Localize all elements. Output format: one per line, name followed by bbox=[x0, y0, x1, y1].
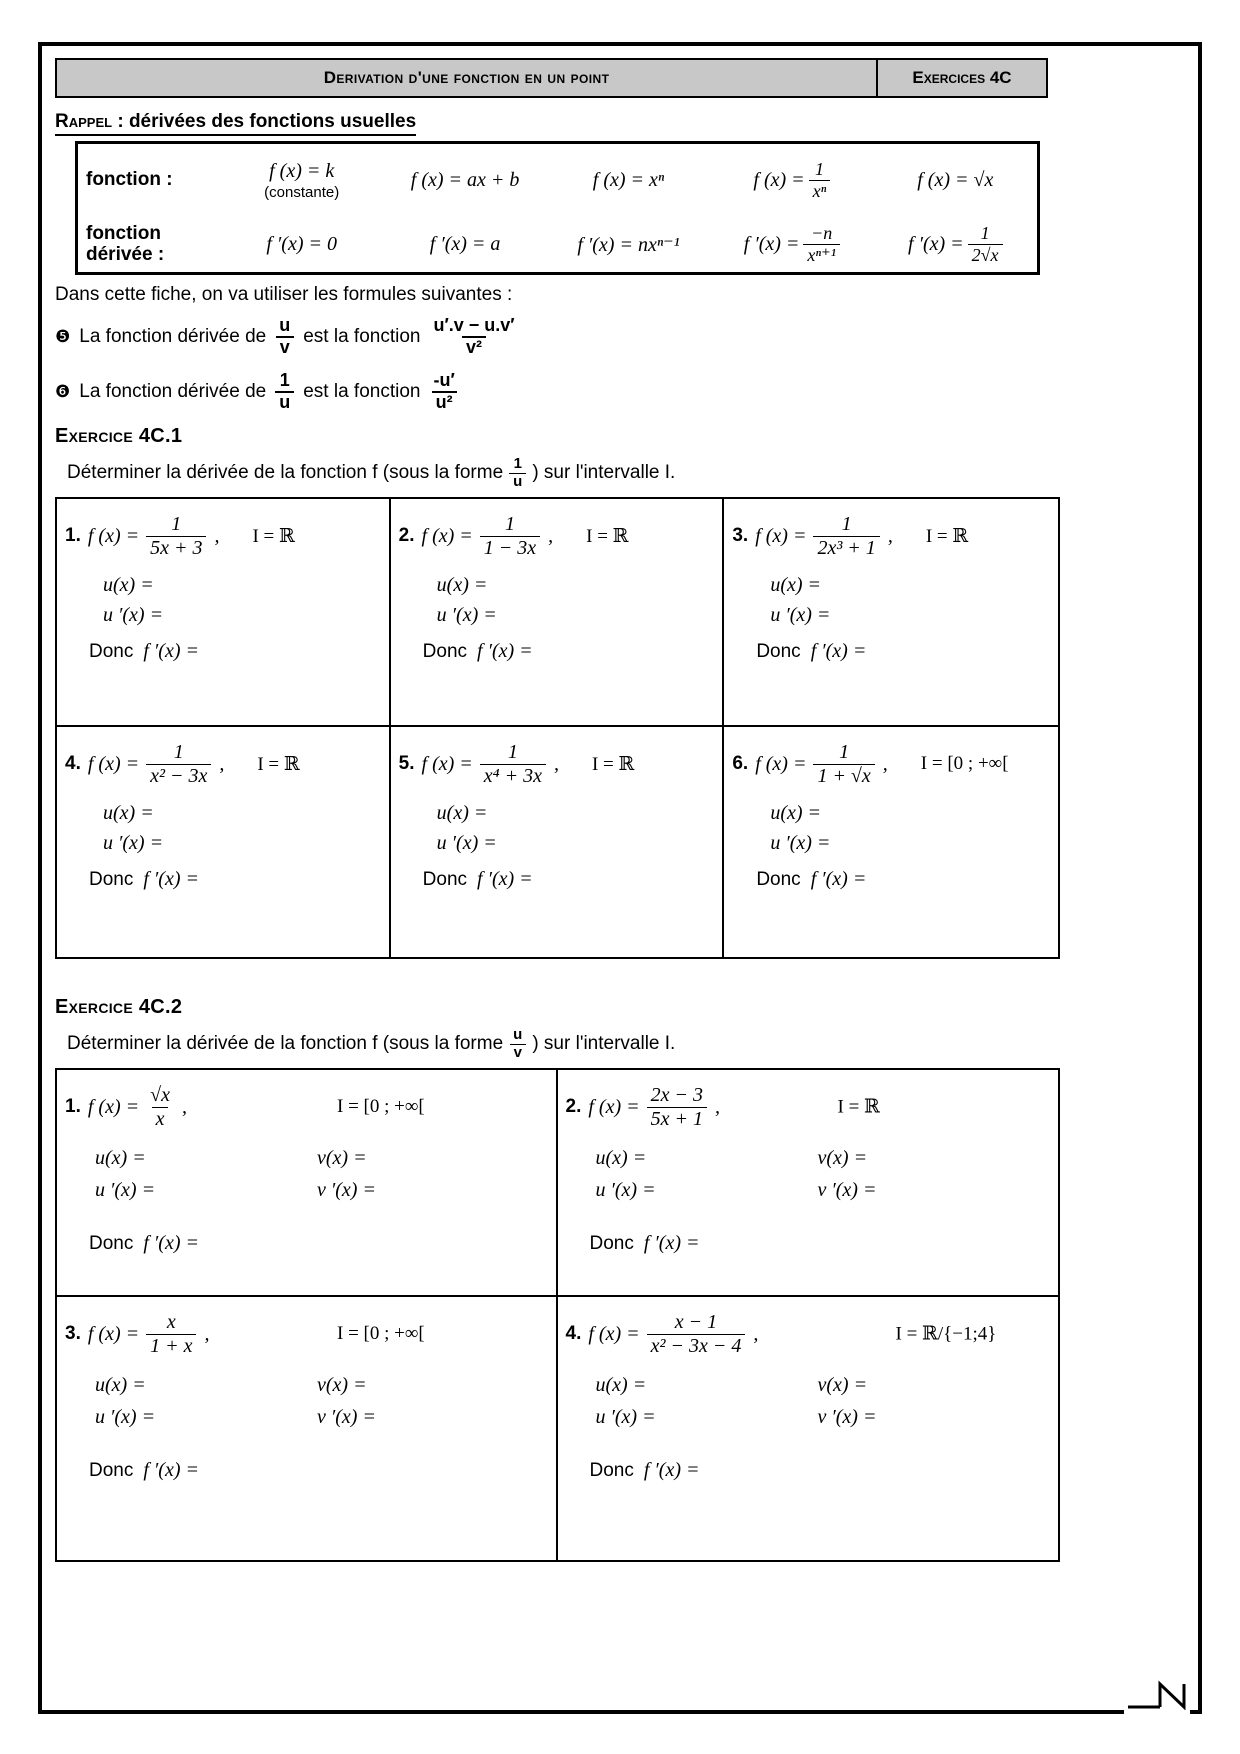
ex1-cell-5 bbox=[391, 727, 725, 957]
row-label-fonction: fonction : bbox=[86, 169, 173, 191]
uprime-line: u ′(x) = bbox=[103, 832, 164, 854]
derivee-cell-5: f ′(x) = $\frac{1}{2√x}$ bbox=[874, 223, 1037, 265]
item-number: 3. bbox=[65, 1323, 81, 1344]
u-line: u(x) = bbox=[103, 574, 154, 596]
ex1-cell-1 bbox=[57, 499, 391, 727]
function-line: 6. f (x) = $\frac{1}{1 + √x}$ , I = [0 ; +∞[ bbox=[732, 740, 1009, 787]
fraction: $\frac{1}{\text{x² − 3x}}$ bbox=[146, 741, 211, 788]
fraction: $\frac{1}{5x + 3}$ bbox=[146, 513, 206, 560]
ex2-cell-4 bbox=[558, 1297, 1059, 1560]
item-number: 3. bbox=[732, 525, 749, 546]
uprime-vprime-line: u ′(x) = v ′(x) = bbox=[95, 1179, 376, 1201]
u-line: u(x) = bbox=[770, 574, 822, 596]
fonction-cell-4: f (x) = $\frac{1}{\text{xⁿ}}$ bbox=[710, 159, 873, 201]
uprime-line: u ′(x) = bbox=[770, 832, 831, 854]
interval: I = ℝ bbox=[257, 753, 300, 775]
fraction: $\frac{2x - 3}{5x + 1}$ bbox=[647, 1084, 707, 1131]
page-content bbox=[42, 46, 1198, 1562]
function-line: 2. f (x) = $\frac{2x - 3}{5x + 1}$ , I = ℝ bbox=[565, 1083, 880, 1130]
derivee-cell-1: f ′(x) = 0 bbox=[266, 232, 337, 255]
item-number: 6. bbox=[732, 753, 749, 774]
spacer bbox=[55, 959, 1198, 987]
header-badge: Exercices 4C bbox=[912, 68, 1012, 87]
derivee-cell-3: f ′(x) = nxⁿ⁻¹ bbox=[577, 233, 680, 256]
interval: I = [0 ; +∞[ bbox=[920, 753, 1009, 774]
logo-n-icon bbox=[1124, 1680, 1190, 1715]
fonction-cell-3: f (x) = xⁿ bbox=[592, 168, 665, 191]
item-number: 1. bbox=[65, 1096, 81, 1117]
item-number: 1. bbox=[65, 525, 81, 546]
donc-line: Donc f ′(x) = bbox=[756, 868, 867, 890]
fraction-quotient-derivative: $\frac{u'.v - u.v'}{\text{v²}}$ bbox=[433, 315, 515, 357]
u-v-line: u(x) = v(x) = bbox=[95, 1147, 367, 1169]
derivee-cell-2: f ′(x) = a bbox=[429, 232, 501, 255]
rappel-subtitle: dérivées des fonctions usuelles bbox=[123, 111, 417, 132]
fonction-cell-1 bbox=[220, 160, 383, 201]
formule-6: ❻ La fonction dérivée de $\frac{1}{u}$ est la fonction $\frac{-u'}{\text{u²}}$ bbox=[55, 368, 1198, 416]
uprime-vprime-line: u ′(x) = v ′(x) = bbox=[595, 1179, 877, 1201]
uprime-vprime-line: u ′(x) = v ′(x) = bbox=[595, 1406, 877, 1428]
fraction: $\frac{-n}{\text{xⁿ⁺¹}}$ bbox=[803, 223, 840, 265]
ex1-cell-6 bbox=[724, 727, 1058, 957]
header-bar bbox=[55, 58, 1048, 98]
row-label-derivee: fonction dérivée : bbox=[86, 222, 165, 265]
function-line: 3. f (x) = $\frac{x}{1 + x}$ , I = [0 ; +∞[ bbox=[65, 1310, 425, 1357]
donc-line: Donc f ′(x) = bbox=[589, 1459, 700, 1481]
ex1-cell-3 bbox=[724, 499, 1058, 727]
fonction-cell-2: f (x) = ax + b bbox=[410, 168, 520, 191]
function-line: 4. f (x) = $\frac{x - 1}{\text{x² − 3x − 4}}$ , I = ℝ/{−1;4} bbox=[565, 1310, 997, 1357]
rappel-heading bbox=[55, 111, 1198, 136]
u-line: u(x) = bbox=[436, 574, 488, 596]
interval: I = ℝ bbox=[586, 525, 629, 547]
interval: I = ℝ bbox=[591, 753, 635, 775]
function-line: 2. f (x) = $\frac{1}{1 - 3x}$ , I = ℝ bbox=[398, 512, 629, 559]
u-line: u(x) = bbox=[436, 802, 488, 824]
function-line: 5. f (x) = $\frac{1}{\text{x⁴ + 3x}}$ , I = ℝ bbox=[398, 740, 635, 787]
item-number: 5. bbox=[398, 753, 415, 774]
interval: I = ℝ/{−1;4} bbox=[895, 1323, 997, 1345]
donc-line: Donc f ′(x) = bbox=[422, 868, 533, 890]
exercice-4c2-instruction: Déterminer la dérivée de la fonction f (sous la forme $\frac{u}{v}$ ) sur l'intervalle I. bbox=[67, 1026, 676, 1061]
u-line: u(x) = bbox=[103, 802, 154, 824]
bullet-6-icon: ❻ bbox=[55, 382, 71, 402]
donc-line: Donc f ′(x) = bbox=[89, 640, 199, 662]
page-title: Derivation d'une fonction en un point bbox=[57, 60, 878, 96]
item-number: 2. bbox=[565, 1096, 582, 1117]
fraction: $\frac{1}{1 + √x}$ bbox=[813, 741, 874, 788]
function-line: 1. f (x) = $\frac{1}{5x + 3}$ , I = ℝ bbox=[65, 512, 295, 559]
rappel-heading-text bbox=[55, 111, 416, 136]
donc-line: Donc f ′(x) = bbox=[756, 640, 867, 662]
constante-note: (constante) bbox=[264, 183, 340, 201]
formule-5: ❺ La fonction dérivée de $\frac{u}{v}$ est la fonction $\frac{u'.v - u.v'}{\text{v²}}$ bbox=[55, 313, 1198, 361]
uprime-vprime-line: u ′(x) = v ′(x) = bbox=[95, 1406, 376, 1428]
fraction-inverse-derivative: $\frac{-u'}{\text{u²}}$ bbox=[433, 370, 455, 412]
donc-line: Donc f ′(x) = bbox=[89, 868, 199, 890]
fonction-cell-5: f (x) = √x bbox=[917, 168, 994, 191]
interval: I = ℝ bbox=[925, 525, 969, 547]
donc-line: Donc f ′(x) = bbox=[422, 640, 533, 662]
function-line: 1. f (x) = $\frac{√x}{x}$ , I = [0 ; +∞[ bbox=[65, 1083, 425, 1130]
u-v-line: u(x) = v(x) = bbox=[595, 1374, 868, 1396]
fraction-u-v: $\frac{u}{v}$ bbox=[509, 1027, 526, 1061]
ex1-cell-2 bbox=[391, 499, 725, 727]
exercice-4c2-title: Exercice 4C.2 bbox=[55, 996, 183, 1018]
exercice-4c2-table bbox=[55, 1068, 1060, 1562]
donc-line: Donc f ′(x) = bbox=[89, 1459, 199, 1481]
fraction-u-v: $\frac{u}{v}$ bbox=[275, 316, 294, 358]
uprime-line: u ′(x) = bbox=[770, 604, 831, 626]
ex2-cell-3 bbox=[57, 1297, 558, 1560]
fraction-1-u: $\frac{1}{u}$ bbox=[509, 456, 526, 490]
ex2-cell-2 bbox=[558, 1070, 1059, 1297]
fraction: $\frac{√x}{x}$ bbox=[150, 1083, 170, 1130]
fonction-k: f (x) = k (constante) bbox=[264, 159, 340, 201]
rappel-label: Rappel : bbox=[55, 111, 124, 132]
derivee-cell-4: f ′(x) = $\frac{-n}{\text{xⁿ⁺¹}}$ bbox=[710, 223, 873, 265]
exercice-4c1-table bbox=[55, 497, 1060, 959]
function-line: 4. f (x) = $\frac{1}{\text{x² − 3x}}$ , I = ℝ bbox=[65, 740, 300, 787]
uprime-line: u ′(x) = bbox=[103, 604, 164, 626]
fraction: $\frac{1}{\text{x⁴ + 3x}}$ bbox=[480, 741, 546, 788]
donc-line: Donc f ′(x) = bbox=[89, 1232, 199, 1254]
uprime-line: u ′(x) = bbox=[436, 604, 497, 626]
fraction: $\frac{x - 1}{\text{x² − 3x − 4}}$ bbox=[647, 1311, 746, 1358]
interval: I = [0 ; +∞[ bbox=[337, 1323, 425, 1344]
fraction: $\frac{1}{\text{xⁿ}}$ bbox=[809, 159, 831, 201]
u-line: u(x) = bbox=[770, 802, 822, 824]
page-frame bbox=[38, 42, 1202, 1714]
ex2-cell-1 bbox=[57, 1070, 558, 1297]
interval: I = ℝ bbox=[252, 525, 295, 547]
item-number: 2. bbox=[398, 525, 415, 546]
u-v-line: u(x) = v(x) = bbox=[95, 1374, 367, 1396]
exercice-4c1-title: Exercice 4C.1 bbox=[55, 425, 183, 447]
function-line: 3. f (x) = $\frac{1}{\text{2x³ + 1}}$ , I = ℝ bbox=[732, 512, 969, 559]
ex1-cell-4 bbox=[57, 727, 391, 957]
item-number: 4. bbox=[65, 753, 81, 774]
exercice-4c1-instruction: Déterminer la dérivée de la fonction f (sous la forme $\frac{1}{u}$ ) sur l'intervalle I. bbox=[67, 455, 676, 490]
uprime-line: u ′(x) = bbox=[436, 832, 497, 854]
bullet-5-icon: ❺ bbox=[55, 327, 71, 347]
fraction: $\frac{1}{1 - 3x}$ bbox=[480, 513, 540, 560]
fraction: $\frac{x}{1 + x}$ bbox=[146, 1311, 196, 1358]
fraction: $\frac{1}{2√x}$ bbox=[968, 223, 1003, 265]
item-number: 4. bbox=[565, 1323, 582, 1344]
interval: I = ℝ bbox=[837, 1096, 880, 1118]
rappel-table bbox=[75, 141, 1040, 275]
interval: I = [0 ; +∞[ bbox=[337, 1096, 425, 1117]
fraction: $\frac{1}{\text{2x³ + 1}}$ bbox=[813, 513, 879, 560]
donc-line: Donc f ′(x) = bbox=[589, 1232, 700, 1254]
u-v-line: u(x) = v(x) = bbox=[595, 1147, 868, 1169]
fraction-1-u: $\frac{1}{u}$ bbox=[275, 371, 294, 413]
intro-text: Dans cette fiche, on va utiliser les formules suivantes : bbox=[55, 284, 513, 305]
